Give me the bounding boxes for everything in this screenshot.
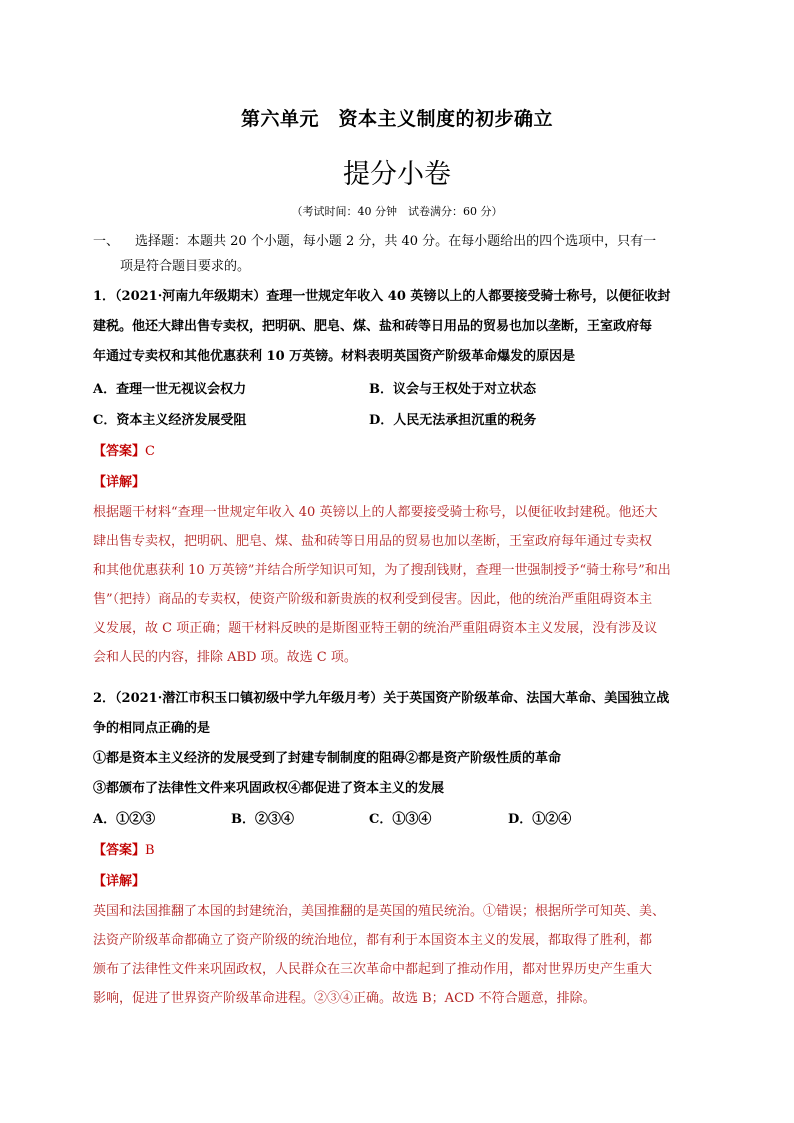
question-2-line-1: 2．（2021·潜江市积玉口镇初级中学九年级月考）关于英国资产阶级革命、法国大革命、美国独立战 — [93, 691, 670, 706]
detail-line: 颁布了法律性文件来巩固政权，人民群众在三次革命中都起到了推动作用，都对世界历史产生重大 — [93, 962, 653, 977]
section-instructions — [93, 229, 713, 279]
detail-line: 肆出售专卖权，把明矾、肥皂、煤、盐和砖等日用品的贸易也加以垄断，王室政府每年通过专卖权 — [93, 534, 653, 549]
question-1-option-b: B．议会与王权处于对立状态 — [369, 382, 536, 397]
question-1-line-3: 年通过专卖权和其他优惠获利 10 万英镑。材料表明英国资产阶级革命爆发的原因是 — [93, 349, 576, 364]
question-1-option-a: A．查理一世无视议会权力 — [93, 382, 247, 397]
section-line-1: 选择题：本题共 20 个小题，每小题 2 分，共 40 分。在每小题给出的四个选项中，只有一 — [135, 234, 657, 249]
page-title: 提分小卷 — [343, 159, 451, 190]
question-1-options-row-2 — [93, 405, 713, 436]
question-2-line-2: 争的相同点正确的是 — [93, 721, 211, 736]
question-1-option-d: D．人民无法承担沉重的税务 — [369, 413, 537, 428]
question-1-line-2: 建税。他还大肆出售专卖权，把明矾、肥皂、煤、盐和砖等日用品的贸易也加以垄断，王室政府每 — [93, 319, 653, 334]
question-2-option-d: D．①②④ — [508, 812, 572, 827]
question-2-answer — [93, 835, 713, 866]
answer-label: 【答案】 — [93, 843, 146, 858]
question-1-detail-label: 【详解】 — [93, 475, 146, 490]
question-2 — [93, 684, 713, 1013]
question-1-detail — [93, 498, 713, 672]
detail-line: 法资产阶级革命都确立了资产阶级的统治地位，都有利于本国资本主义的发展，都取得了胜利，都 — [93, 933, 653, 948]
question-1-options-row-1 — [93, 374, 713, 405]
detail-line: 根据题干材料“查理一世规定年收入 40 英镑以上的人都要接受骑士称号，以便征收封建税。他还大 — [93, 505, 658, 520]
exam-info: （考试时间：40 分钟 试卷满分：60 分） — [291, 205, 503, 218]
question-2-option-b: B．②③④ — [231, 812, 294, 827]
question-2-detail-label: 【详解】 — [93, 874, 146, 889]
question-1-line-1: 1．（2021·河南九年级期末）查理一世规定年收入 40 英镑以上的人都要接受骑士称号，以便征收封 — [93, 289, 671, 304]
detail-line: 会和人民的内容，排除 ABD 项。故选 C 项。 — [93, 650, 357, 665]
detail-line: 和其他优惠获利 10 万英镑”并结合所学知识可知，为了搜刮钱财，查理一世强制授予“骑士称号”和出 — [93, 563, 671, 578]
question-2-option-a: A．①②③ — [93, 812, 156, 827]
question-2-line-3: ①都是资本主义经济的发展受到了封建专制制度的阻碍②都是资产阶级性质的革命 — [93, 751, 562, 766]
detail-line: 影响，促进了世界资产阶级革命进程。②③④正确。故选 B；ACD 不符合题意，排除。 — [93, 991, 596, 1006]
answer-value: B — [145, 843, 155, 858]
question-2-option-c: C．①③④ — [369, 812, 432, 827]
question-1-answer — [93, 436, 713, 467]
detail-line: 售”（把持）商品的专卖权，使资产阶级和新贵族的权利受到侵害。因此，他的统治严重阻碍资本主 — [93, 592, 653, 607]
answer-value: C — [145, 444, 155, 459]
question-2-detail — [93, 897, 713, 1013]
answer-label: 【答案】 — [93, 444, 146, 459]
question-2-line-4: ③都颁布了法律性文件来巩固政权④都促进了资本主义的发展 — [93, 781, 445, 796]
unit-title: 第六单元 资本主义制度的初步确立 — [240, 108, 553, 130]
question-2-options-row — [93, 804, 713, 835]
detail-line: 英国和法国推翻了本国的封建统治，美国推翻的是英国的殖民统治。①错误；根据所学可知英、美、 — [93, 904, 666, 919]
section-line-2: 项是符合题目要求的。 — [120, 259, 251, 274]
detail-line: 义发展，故 C 项正确；题干材料反映的是斯图亚特王朝的统治严重阻碍资本主义发展，没有涉及议 — [93, 621, 658, 636]
section-number: 一、 — [93, 234, 120, 249]
question-1 — [93, 282, 713, 672]
question-1-option-c: C．资本主义经济发展受阻 — [93, 413, 247, 428]
